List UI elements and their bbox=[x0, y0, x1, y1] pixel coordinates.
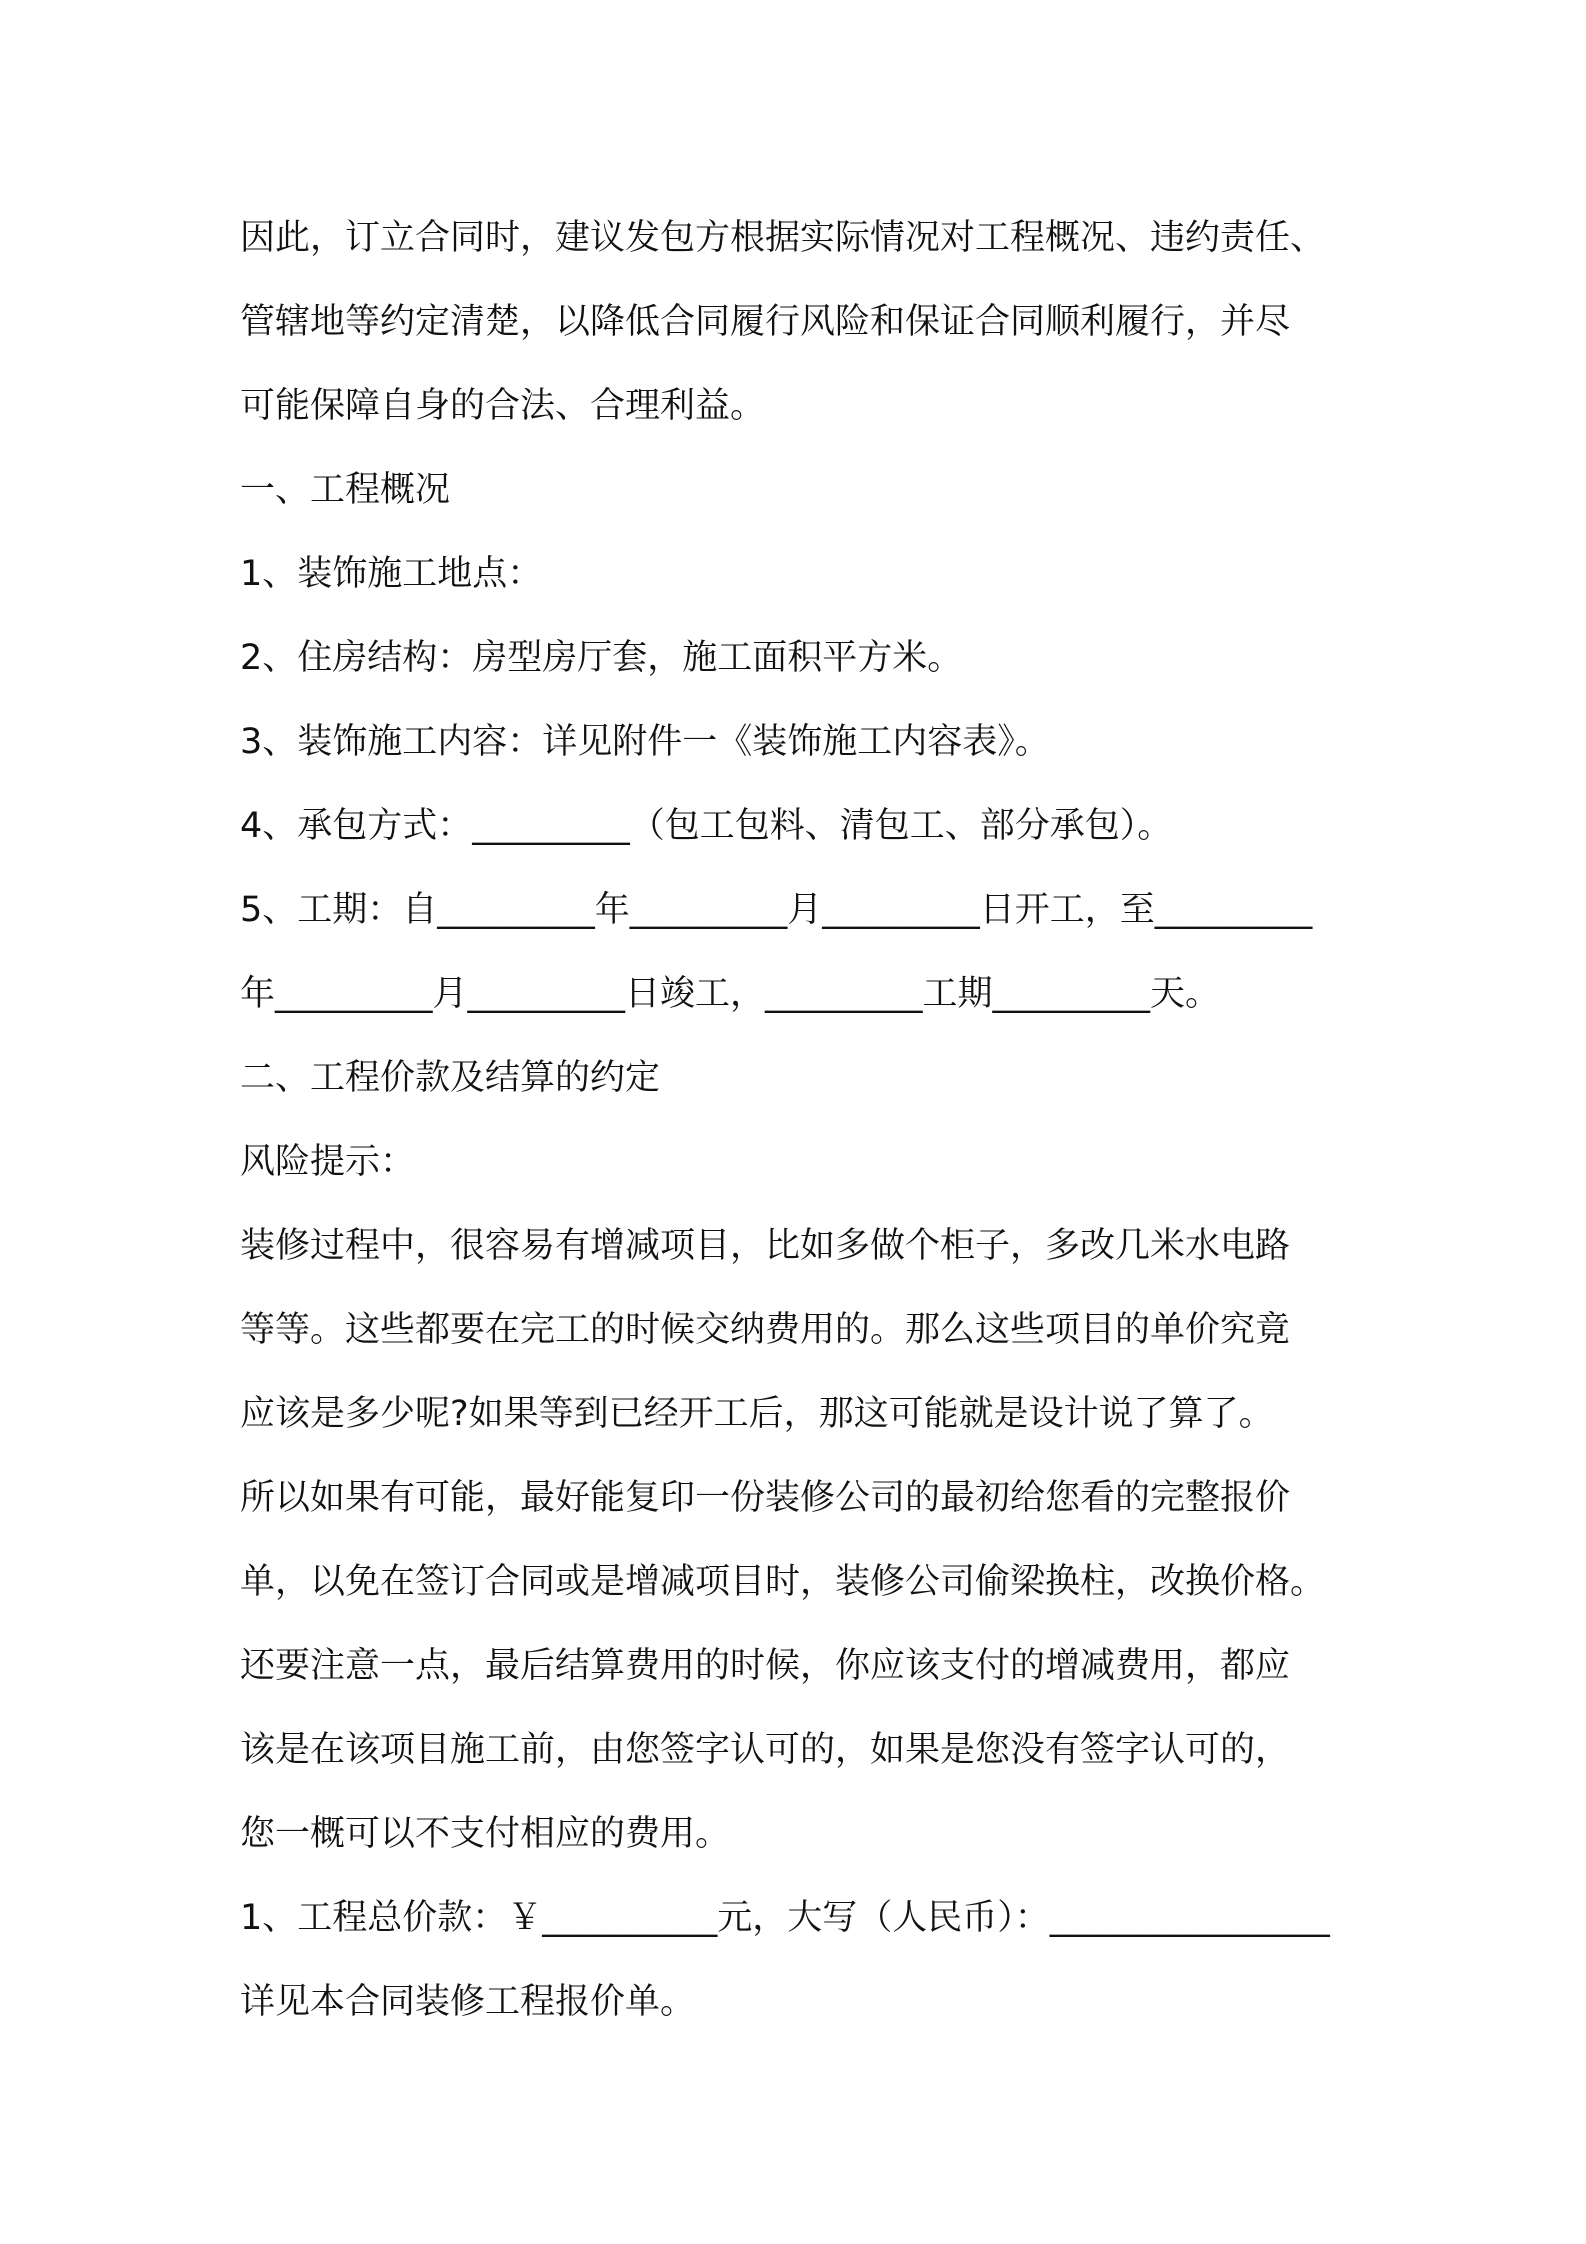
paragraph-line: 等等。这些都要在完工的时候交纳费用的。那么这些项目的单价究竟 bbox=[240, 1310, 1291, 1350]
list-item-total-price: 1、工程总价款：￥__________元，大写（人民币）：________________ bbox=[240, 1898, 1330, 1938]
list-item-construction-content: 3、装饰施工内容：详见附件一《装饰施工内容表》。 bbox=[240, 722, 1050, 762]
paragraph-line: 管辖地等约定清楚，以降低合同履行风险和保证合同顺利履行，并尽 bbox=[240, 302, 1291, 342]
document-body bbox=[240, 196, 1360, 2044]
list-item-construction-period-cont: 年_________月_________日竣工，_________工期_________天。 bbox=[240, 974, 1221, 1014]
risk-warning-label: 风险提示： bbox=[240, 1142, 416, 1182]
list-item-construction-site: 1、装饰施工地点： bbox=[240, 554, 543, 594]
paragraph-line: 您一概可以不支付相应的费用。 bbox=[240, 1814, 731, 1854]
paragraph-line: 还要注意一点，最后结算费用的时候，你应该支付的增减费用，都应 bbox=[240, 1646, 1291, 1686]
section-heading-price-settlement: 二、工程价款及结算的约定 bbox=[240, 1058, 661, 1098]
paragraph-line: 因此，订立合同时，建议发包方根据实际情况对工程概况、违约责任、 bbox=[240, 218, 1326, 258]
paragraph-line: 所以如果有可能，最好能复印一份装修公司的最初给您看的完整报价 bbox=[240, 1478, 1291, 1518]
list-item-housing-structure: 2、住房结构：房型房厅套，施工面积平方米。 bbox=[240, 638, 963, 678]
section-heading-project-overview: 一、工程概况 bbox=[240, 470, 451, 510]
paragraph-line: 该是在该项目施工前，由您签字认可的，如果是您没有签字认可的， bbox=[240, 1730, 1291, 1770]
paragraph-line: 应该是多少呢?如果等到已经开工后，那这可能就是设计说了算了。 bbox=[240, 1394, 1274, 1434]
paragraph-line: 装修过程中，很容易有增减项目，比如多做个柜子，多改几米水电路 bbox=[240, 1226, 1291, 1266]
paragraph-line: 可能保障自身的合法、合理利益。 bbox=[240, 386, 766, 426]
paragraph-line: 单，以免在签订合同或是增减项目时，装修公司偷梁换柱，改换价格。 bbox=[240, 1562, 1326, 1602]
list-item-contract-method: 4、承包方式：_________（包工包料、清包工、部分承包）。 bbox=[240, 806, 1173, 846]
list-item-construction-period: 5、工期：自_________年_________月_________日开工，至_________ bbox=[240, 890, 1313, 930]
paragraph-line: 详见本合同装修工程报价单。 bbox=[240, 1982, 696, 2022]
